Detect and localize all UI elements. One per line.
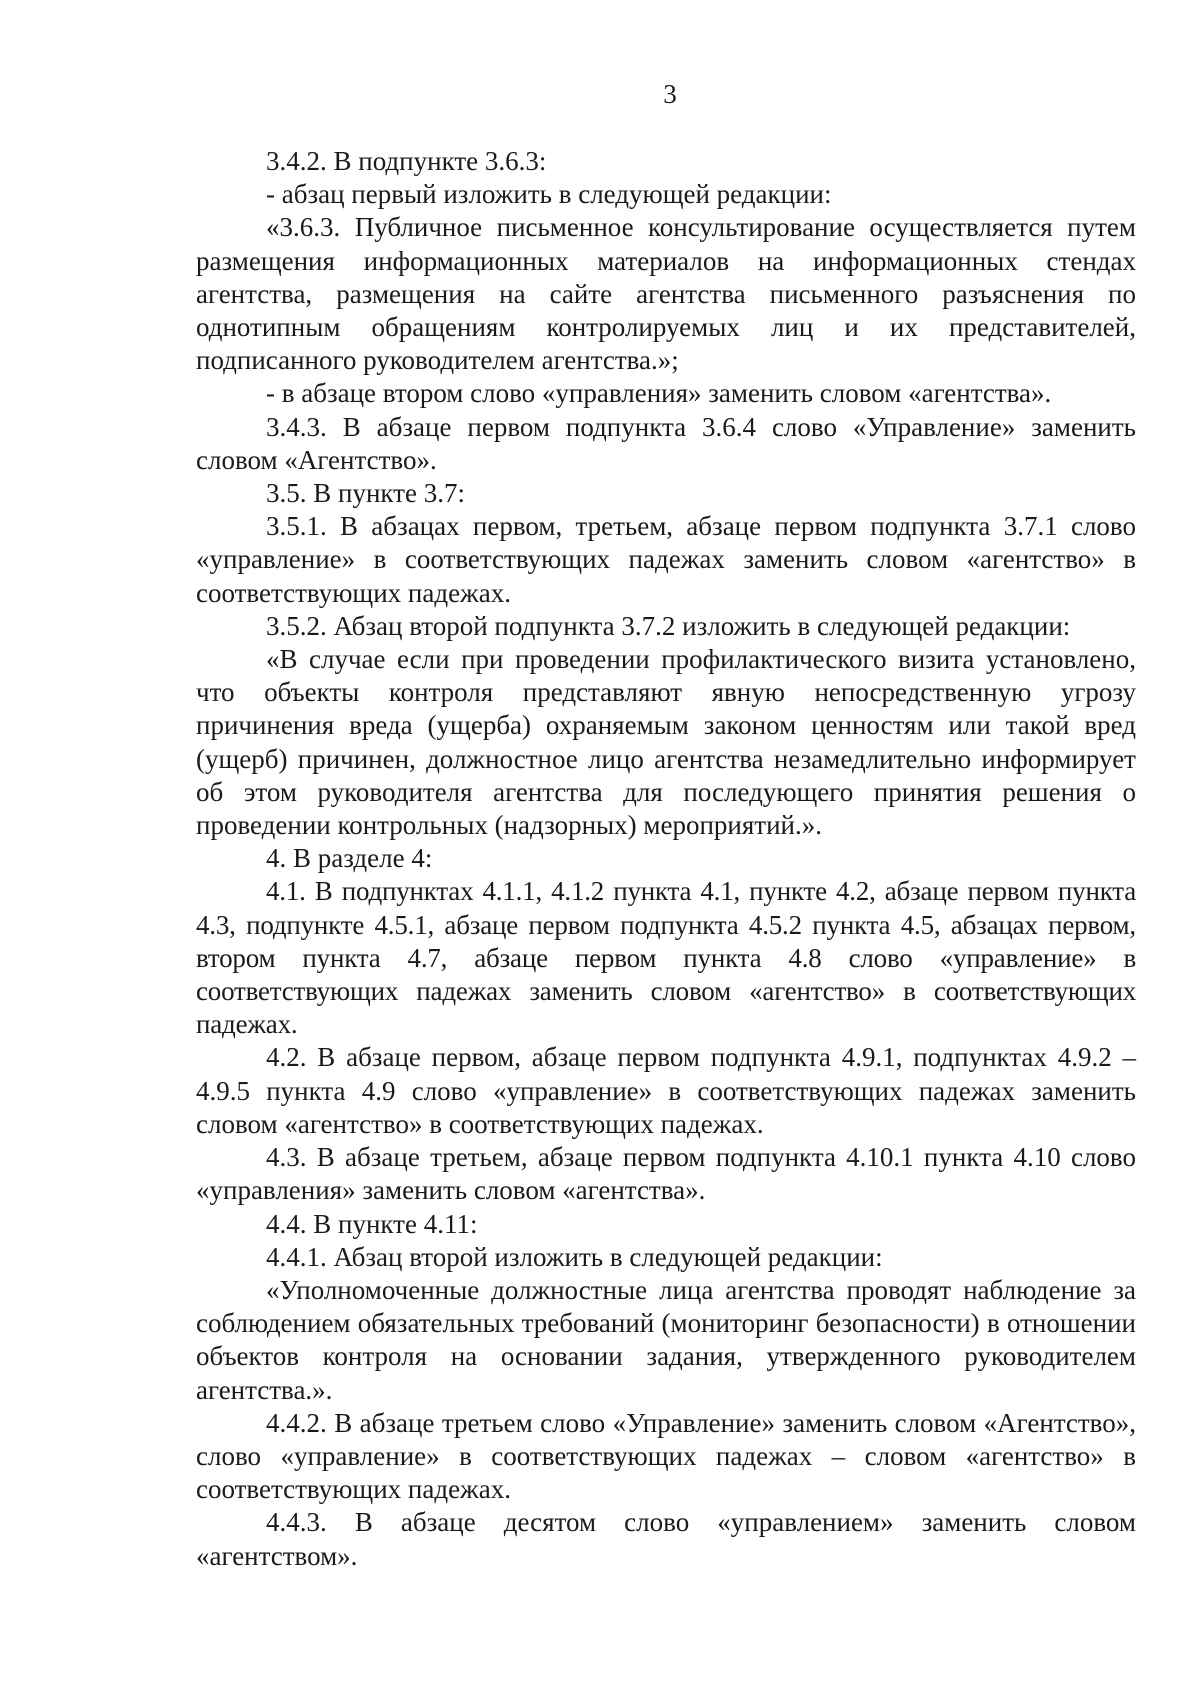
paragraph-3-5: 3.5. В пункте 3.7: — [266, 478, 465, 509]
paragraph-3-7-2-quote: «В случае если при проведении профилактического визита установлено, что объекты контроля представляют явную непосредственную угрозу причинения вреда (ущерба) охраняемым законом ценностям или такой вред (ущерб) причинен, должностное лицо агентства незамедлительно информирует об этом руководителя агентства для последующего принятия решения о проведении контрольных (надзорных) мероприятий.». — [196, 644, 1136, 841]
paragraph-4-4: 4.4. В пункте 4.11: — [266, 1208, 478, 1239]
paragraph-4-4-3: 4.4.3. В абзаце десятом слово «управлением» заменить словом «агентством». — [196, 1507, 1136, 1571]
paragraph-3-6-3-quote: «3.6.3. Публичное письменное консультирование осуществляется путем размещения информационных материалов на информационных стендах агентства, размещения на сайте агентства письменного разъяснения по однотипным обращениям контролируемых лиц и их представителей, подписанного руководителем агентства.»; — [196, 212, 1136, 376]
paragraph-3-5-2: 3.5.2. Абзац второй подпункта 3.7.2 изложить в следующей редакции: — [266, 610, 1071, 641]
document-body — [196, 145, 1136, 1573]
paragraph-3-4-2: 3.4.2. В подпункте 3.6.3: — [266, 146, 547, 176]
paragraph-4-4-1: 4.4.1. Абзац второй изложить в следующей редакции: — [266, 1241, 883, 1272]
paragraph-4-2: 4.2. В абзаце первом, абзаце первом подпункта 4.9.1, подпунктах 4.9.2 – 4.9.5 пункта 4.9 слово «управление» в соответствующих падежах заменить словом «агентство» в соответствующих падежах. — [196, 1042, 1136, 1139]
paragraph-4-1: 4.1. В подпунктах 4.1.1, 4.1.2 пункта 4.1, пункте 4.2, абзаце первом пункта 4.3, подпункте 4.5.1, абзаце первом подпункта 4.5.2 пункта 4.5, абзацах первом, втором пункта 4.7, абзаце первом пункта 4.8 слово «управление» в соответствующих падежах заменить словом «агентство» в соответствующих падежах. — [196, 876, 1136, 1040]
paragraph-3-4-3: 3.4.3. В абзаце первом подпункта 3.6.4 слово «Управление» заменить словом «Агентство». — [196, 411, 1136, 475]
paragraph-4: 4. В разделе 4: — [266, 843, 433, 874]
paragraph-3-5-1: 3.5.1. В абзацах первом, третьем, абзаце первом подпункта 3.7.1 слово «управление» в соответствующих падежах заменить словом «агентство» в соответствующих падежах. — [196, 511, 1136, 608]
page-number: 3 — [663, 79, 677, 109]
paragraph-4-11-quote: «Уполномоченные должностные лица агентства проводят наблюдение за соблюдением обязательных требований (мониторинг безопасности) в отношении объектов контроля на основании задания, утвержденного руководителем агентства.». — [196, 1274, 1136, 1405]
paragraph-first-abzac: - абзац первый изложить в следующей редакции: — [266, 179, 832, 210]
paragraph-4-3: 4.3. В абзаце третьем, абзаце первом подпункта 4.10.1 пункта 4.10 слово «управления» заменить словом «агентства». — [196, 1142, 1136, 1206]
paragraph-4-4-2: 4.4.2. В абзаце третьем слово «Управление» заменить словом «Агентство», слово «управление» в соответствующих падежах – словом «агентство» в соответствующих падежах. — [196, 1407, 1136, 1505]
paragraph-second-abzac: - в абзаце втором слово «управления» заменить словом «агентства». — [266, 378, 1052, 409]
